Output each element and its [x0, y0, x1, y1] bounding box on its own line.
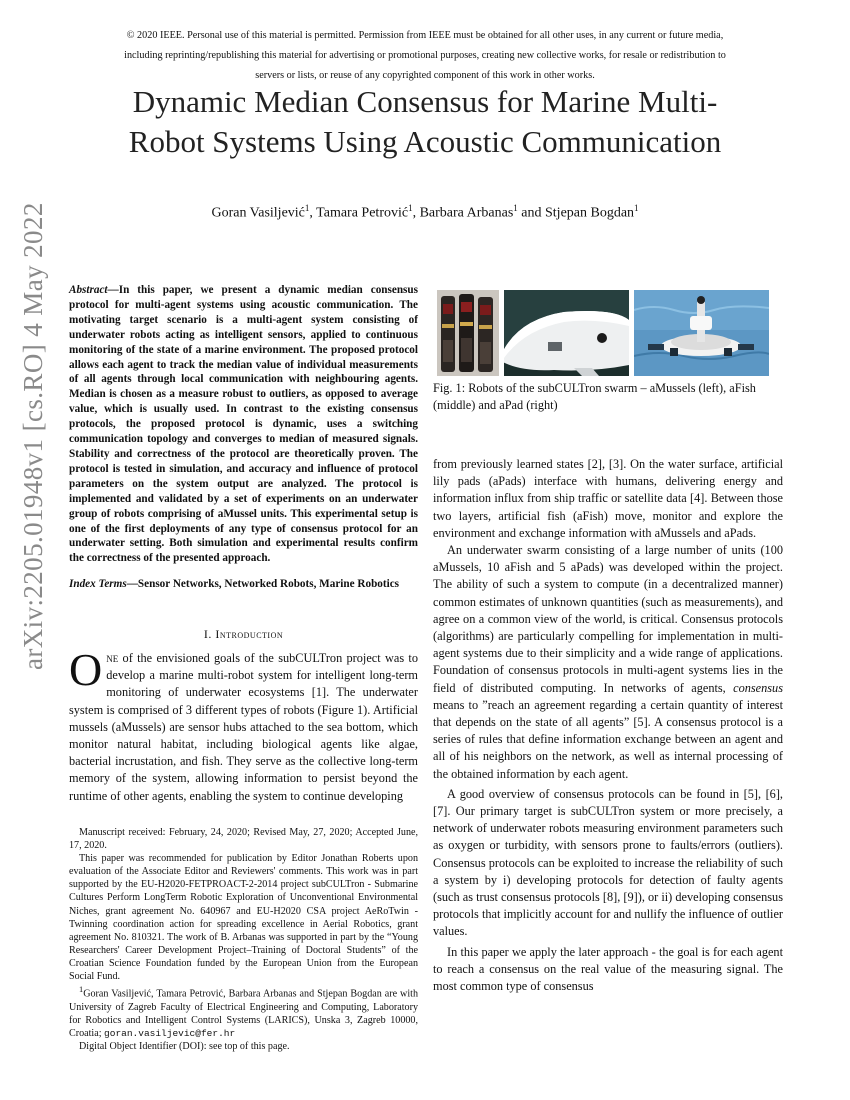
intro-text: of the envisioned goals of the subCULTron project was to develop a marine multi-robot system for intelligent long-term monitoring of underwater ecosystems [1]. The underwater system is comprised of 3 different types of robots (Figure 1). Artificial mussels (aMussels) are sensor hubs attached to the sea bottom, which monitor natural habitat, including biological agents like algae, bacterial incrustation, and fish. They serve as the collective long-term memory of the system, allowing information to persist beyond the runtime of other agents, enabling the system to continue developing	[69, 651, 418, 803]
body-paragraph: from previously learned states [2], [3]. On the water surface, artificial lily pads (aPads) interface with humans, delivering energy and information influx from ship traffic or satellite data [4]. Between those two layers, artificial fish (aFish) move, monitor and explore the environment and exchange information with aMussels and aPads.	[433, 457, 783, 540]
body-text: means to ”reach an agreement regarding a certain quantity of interest that depends on the state of all agents” [5]. A consensus protocol is a series of rules that define information exchange between an agent and all of his neighbors on the network, as well as internal processing of the obtained information by each agent.	[433, 697, 783, 781]
body-paragraph: A good overview of consensus protocols can be found in [5], [6], [7]. Our primary target is subCULTron system or more precisely, a network of underwater robots measuring environment parameters such as oxygen or turbidity, with sensors prone to faults/errors (outliers). Consensus protocols can be exploited to increase the reliability of such a system by i) developing protocols for detection of faulty agents (such as trust consensus protocols [8], [9]), or ii) developing consensus protocols that implicitly account for and nullify the influence of outlier values.	[433, 786, 783, 939]
author-affiliation-mark: 1	[513, 203, 518, 213]
author-name: Barbara Arbanas	[419, 205, 514, 221]
index-terms-text: —Sensor Networks, Networked Robots, Marine Robotics	[126, 578, 400, 590]
body-text: An underwater swarm consisting of a large number of units (100 aMussels, 10 aFish and 5 aPads) was developed within the project. The ability of such a system to compute (in a decentralized manner) common estimates of unknown quantities (such as measurements), and agree on a common view of the world, is critical. Consensus protocols (algorithms) are particularly compelling for implementation in multi-agent systems due to their simplicity and a wide range of applications. Foundation of consensus protocols in multi-agent systems lies in the field of distributed computing. In networks of agents,	[433, 543, 783, 695]
afish-photo	[504, 290, 629, 376]
footnote-affiliation	[69, 983, 418, 1040]
footnotes	[69, 826, 418, 1053]
abstract-text: —In this paper, we present a dynamic median consensus protocol for multi-agent systems using acoustic communication. The motivating target scenario is a multi-agent system consisting of underwater robots acting as intelligent sensors, applied to continuous monitoring of the state of a marine environment. The proposed protocol allows each agent to track the median value of individual measurements of all agents through local communication with neighbouring agents. Median is chosen as a measure robust to outliers, as opposed to average value, which is usually used. In contrast to the existing consensus protocols, the proposed protocol is dynamic, uses a switching communication topology and converges to median of measured signals. Stability and correctness of the protocol are theoretically proven. The protocol is tested in simulation, and accuracy and influence of protocol parameters on the system output are analyzed. The protocol is implemented and validated by a set of experiments on an underwater group of robots comprising of aMussel units. This experimental setup is one of the first deployments of any type of consensus protocol for an underwater setting. Both simulation and experimental results confirm the correctness of the presented approach.	[69, 284, 418, 565]
emphasis-consensus: consensus	[733, 680, 783, 695]
footnote-doi: Digital Object Identifier (DOI): see top of this page.	[79, 1040, 290, 1052]
author-affiliation-mark: 1	[634, 203, 639, 213]
amussels-illustration	[437, 290, 499, 376]
apad-illustration	[634, 290, 769, 376]
copyright-notice: © 2020 IEEE. Personal use of this material is permitted. Permission from IEEE must be obtained for all other uses, in any current or future media, including reprinting/republishing this material for advertising or promotional purposes, creating new collective works, for resale or redistribution to servers or lists, or reuse of any copyrighted component of this work in other works.	[124, 30, 726, 81]
figure-1-caption: Fig. 1: Robots of the subCULTron swarm – aMussels (left), aFish (middle) and aPad (right)	[433, 381, 756, 412]
arxiv-stamp: arXiv:2205.01948v1 [cs.RO] 4 May 2022	[18, 202, 48, 670]
author-affiliation-mark: 1	[304, 203, 310, 213]
abstract-label: Abstract	[69, 284, 108, 296]
affiliation-mark: 1	[79, 985, 84, 995]
apad-photo	[634, 290, 769, 376]
author-separator: and	[517, 205, 545, 221]
paper-title: Dynamic Median Consensus for Marine Multi-Robot Systems Using Acoustic Communication	[128, 84, 722, 159]
abstract	[69, 283, 418, 566]
section-heading-introduction	[69, 627, 418, 642]
author-list	[110, 203, 740, 222]
drop-cap: O	[69, 644, 103, 695]
index-terms-label: Index Terms	[69, 578, 127, 590]
section-title-rest: ntroduction	[219, 629, 284, 641]
body-paragraph: In this paper we apply the later approach - the goal is for each agent to reach a consensus on the real value of the measuring signal. The most common type of consensus	[433, 944, 783, 994]
author-affiliation-mark: 1	[408, 203, 413, 213]
section-title-first-letter: I	[215, 627, 220, 641]
right-column-body	[433, 456, 783, 995]
figure-1	[437, 290, 769, 376]
author-name: Tamara Petrović	[316, 205, 409, 221]
section-numeral: I.	[203, 627, 216, 641]
affiliation-text: Goran Vasiljević, Tamara Petrović, Barbara Arbanas and Stjepan Bogdan are with University of Zagreb Faculty of Electrical Engineering and Computing, Laboratory for Robotics and Intelligent Control Systems (LARICS), Unska 3, Zagreb 10000, Croatia;	[69, 988, 418, 1039]
footnote-recommended: This paper was recommended for publication by Editor Jonathan Roberts upon evaluation of the Associate Editor and Reviewers' comments. This work was in part supported by the EU-H2020-FETPROACT-2-2014 project subCULTron - Submarine Cultures Perform LongTerm Robotic Exploration of Unconventional Environmental Niches, grant agreement No. 640967 and EU-H2020 CSA project AeRoTwin - Twinning coordination action for spreading excellence in Aerial Robotics, grant agreement No. 810321. The work of B. Arbanas was supported in part by the “Young Researchers' Career Development Project–Training of Doctoral Students” of the Croatian Science Foundation funded by the European Union from the European Social Fund.	[69, 853, 418, 983]
author-name: Stjepan Bogdan	[545, 205, 635, 221]
intro-lead-word: ne	[106, 651, 119, 665]
index-terms	[69, 577, 418, 592]
author-email: goran.vasiljevic@fer.hr	[104, 1027, 236, 1039]
introduction-paragraph	[69, 644, 418, 805]
author-name: Goran Vasiljević	[211, 205, 305, 221]
footnote-received: Manuscript received: February, 24, 2020; Revised May, 27, 2020; Accepted June, 17, 2020.	[69, 827, 418, 852]
author-separator: ,	[309, 205, 317, 221]
afish-illustration	[504, 290, 629, 376]
author-separator: ,	[412, 205, 420, 221]
body-paragraph	[433, 542, 783, 783]
amussels-photo	[437, 290, 499, 376]
